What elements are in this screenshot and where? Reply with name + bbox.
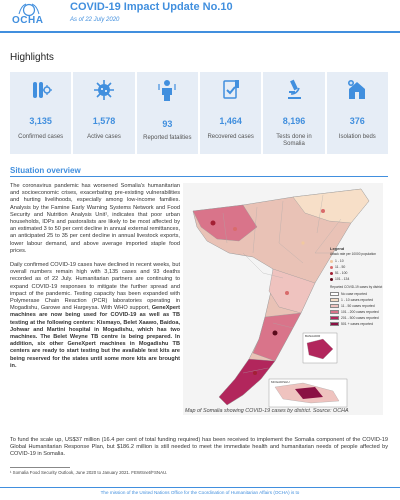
footer-mission: The mission of the United Nations Office for the Coordination of Humanitarian Affairs (OCHA) is to <box>100 490 300 495</box>
legend-dot <box>330 278 333 281</box>
legend-label: 11 - 50 cases reported <box>341 304 375 308</box>
inset-mogadishu-label: MOGADISHU <box>271 380 290 384</box>
overview-text <box>10 183 180 377</box>
virus-icon <box>93 78 115 102</box>
un-emblem-icon <box>16 2 42 16</box>
legend-swatch <box>330 316 339 320</box>
card-label: Reported fatalities <box>143 135 192 141</box>
legend-row <box>330 321 385 327</box>
report-header <box>0 0 400 30</box>
legend-title: Legend <box>330 246 345 251</box>
person-icon <box>156 78 178 102</box>
legend-label: 101 - 134 <box>335 277 350 281</box>
card-value: 376 <box>349 116 365 126</box>
legend-swatch <box>330 292 339 296</box>
card-label: Active cases <box>87 134 121 140</box>
legend-label: 1 - 10 <box>335 259 344 263</box>
legend-label: 501 + cases reported <box>341 322 373 326</box>
card-isolation-beds <box>327 72 388 154</box>
map-caption: Map of Somalia showing COVID-19 cases by district. Source: OCHA <box>185 408 349 414</box>
legend-cases-title: Attack rate per 10000 population <box>330 252 377 256</box>
highlights-cards <box>10 72 388 154</box>
paragraph-2-text: Daily confirmed COVID-19 cases have declined in recent weeks, but overall numbers remain high with 3,135 cases and 93 deaths recorded as of 22 July. Humanitarian partners are continuing to expand COVID-19 responses to mitigate the further spread and impact of the pandemic. Testing capacity has been expanded with Polymerase Chain Reaction (PCR) laboratories operating in Mogadishu, Garowe and Hargeysa. With WHO support, <box>10 262 180 312</box>
card-value: 93 <box>162 119 173 129</box>
card-label: Confirmed cases <box>18 134 64 140</box>
overview-paragraph-1: The coronavirus pandemic has worsened Somalia's humanitarian and socioeconomic crises, exacerbating pre-existing vulnerabilities and hurting livelihoods, especially among low-income families. Analysis by the Famine Early Warning Systems Network and Food Security and Nutrition Analysis Unit¹, indicates that poor urban households, IDPs and pastoralists are likely to be most affected by an estimated 3 to 50 per cent decline in annual external remittances, an anticipated 25 to 35 per cent decline in annual livestock exports, lower labour demand, and above average imported staple food prices. <box>10 183 180 254</box>
highlights-heading: Highlights <box>10 52 54 63</box>
card-active-cases <box>73 72 134 154</box>
card-label: Recovered cases <box>207 134 254 140</box>
legend-swatch <box>330 304 339 308</box>
report-title: COVID-19 Impact Update No.10 <box>70 1 233 13</box>
header-divider <box>0 31 400 33</box>
legend-label: 201 - 500 cases reported <box>341 316 379 320</box>
test-tube-icon <box>30 78 52 102</box>
footnote: ¹ Somalia Food Security Outlook, June 2020 to January 2021. FEWSnet/FSNAU. <box>10 470 168 475</box>
ocha-logo <box>8 2 52 28</box>
map-legend <box>330 246 385 327</box>
card-label: Isolation beds <box>338 134 376 140</box>
footnote-divider <box>10 467 70 468</box>
card-reported-fatalities <box>137 72 198 154</box>
legend-swatch <box>330 298 339 302</box>
inset-banaadir-label: BANAADIR <box>305 334 321 338</box>
card-value: 8,196 <box>282 116 306 126</box>
card-value: 1,464 <box>219 116 242 126</box>
report-date: As of 22 July 2020 <box>70 17 120 23</box>
section-divider <box>10 176 388 177</box>
microscope-icon <box>283 78 305 102</box>
legend-label: 1 - 10 cases reported <box>341 298 374 302</box>
footer-divider <box>0 487 400 488</box>
card-tests-done <box>263 72 324 154</box>
legend-swatch <box>330 310 339 314</box>
card-recovered-cases <box>200 72 261 154</box>
legend-label: 51 - 100 <box>335 271 348 275</box>
overview-paragraph-2 <box>10 262 180 370</box>
paragraph-2-bold: GeneXpert machines are now being used for COVID-19 as well as TB testing at the following centers: Kismayo, Belet Xaawo, Baidoa, Johwar and Martini hospital in Mogadishu, which has two machines. The Belet Weyne TB centre is being prepared. In addition, six other GeneXpert machines in Mogadishu TB centers are ready to start testing but the available test kits are being reserved for the states until some more kits are brought in. <box>10 305 180 369</box>
hospital-icon <box>346 78 368 102</box>
card-confirmed-cases <box>10 72 71 154</box>
legend-label: 101 - 200 cases reported <box>341 310 379 314</box>
logo-text: OCHA <box>12 15 44 26</box>
section-title: Situation overview <box>10 166 81 175</box>
card-value: 1,578 <box>92 116 116 126</box>
legend-dot <box>330 272 333 275</box>
clipboard-check-icon <box>220 78 242 102</box>
legend-district-title: Reported COVID-19 cases by district <box>330 285 383 289</box>
overview-paragraph-3: To fund the scale up, US$37 million (16.4 per cent of total funding required) has been received to implement the Somalia component of the COVID-19 Global Humanitarian Response Plan, but $186.2 million is still needed to meet the immediate health and humanitarian needs of people affected by COVID-19 in Somalia. <box>10 437 388 458</box>
legend-dot <box>330 260 333 263</box>
card-value: 3,135 <box>29 116 52 126</box>
legend-dot <box>330 266 333 269</box>
legend-swatch <box>330 322 339 326</box>
legend-label: No case reported <box>341 292 368 296</box>
card-label: Tests done in Somalia <box>276 134 312 147</box>
legend-label: 11 - 50 <box>335 265 346 269</box>
